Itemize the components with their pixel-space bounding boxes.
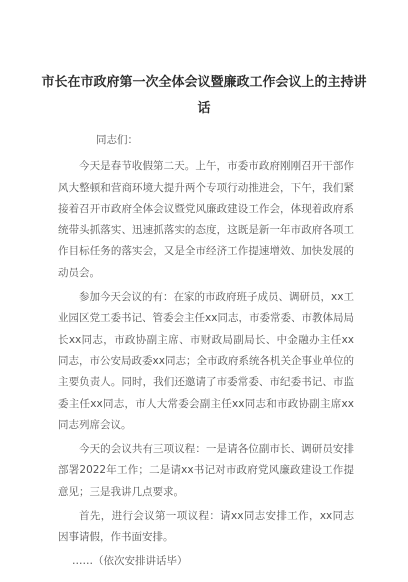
paragraph-opening: 今天是春节收假第二天。上午，市委市政府刚刚召开干部作风大整顿和营商环境大提升两个专项行动推进会，下午，我们紧接着召开市政府全体会议暨党风廉政建设工作会，体现着政府系统带头抓落实、迅速抓落实的态度，这既是新一年市政府各项工作目标任务的落实会，又是全市经济工作提速增效、加快发展的动员会。 (58, 160, 354, 279)
paragraph-agenda: 今天的会议共有三项议程：一是请各位副市长、调研员安排部署2022年工作；二是请xx书记对市政府党风廉政建设工作提意见；三是我讲几点要求。 (58, 443, 354, 498)
paragraph-attendees: 参加今天会议的有：在家的市政府班子成员、调研员，xx工业园区党工委书记、管委会主任xx同志，市委常委、市教体局局长xx同志，市政协副主席、市财政局副局长、中金融办主任xx同志，市公安局政委xx同志；全市政府系统各机关企事业单位的主要负责人。同时，我们还邀请了市委常委、市纪委书记、市监委主任xx同志，市人大常委会副主任xx同志和市政协副主席xx同志列席会议。 (58, 291, 354, 431)
document-title: 市长在市政府第一次全体会议暨廉政工作会议上的主持讲话 (41, 75, 367, 116)
closing-note: ……（依次安排讲话毕） (72, 554, 188, 567)
salutation: 同志们： (96, 134, 138, 146)
paragraph-first-item: 首先，进行会议第一项议程：请xx同志安排工作，xx同志因事请假，作书面安排。 (58, 510, 354, 544)
document-body (58, 130, 354, 582)
